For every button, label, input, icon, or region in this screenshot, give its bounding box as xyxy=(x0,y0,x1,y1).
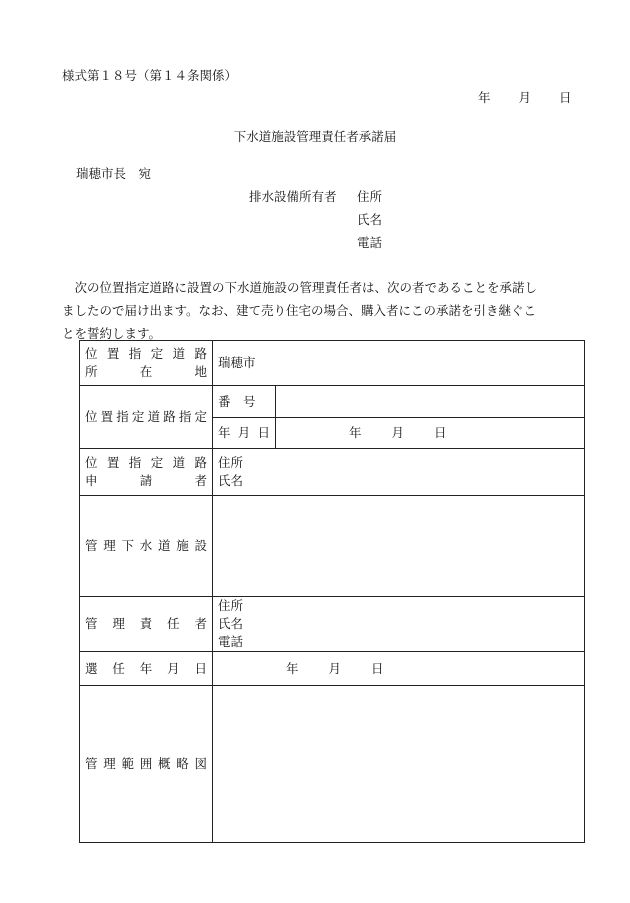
location-label-cell xyxy=(80,341,213,386)
appointment-month: 月 xyxy=(328,660,342,676)
form-table xyxy=(79,340,585,843)
map-label: 管理範囲概略図 xyxy=(85,756,207,771)
applicant-address-label: 住所 xyxy=(218,455,244,470)
date-label: 年月日 xyxy=(218,425,270,440)
number-value-cell[interactable] xyxy=(276,386,585,418)
table-row xyxy=(80,652,585,686)
form-number: 様式第１８号（第１４条関係） xyxy=(62,68,238,83)
designation-label-cell xyxy=(80,386,213,449)
location-label-line1: 位置指定道路 xyxy=(85,346,207,361)
addressee: 瑞穂市長 宛 xyxy=(76,166,152,181)
number-label: 番 号 xyxy=(218,393,256,409)
declaration-text xyxy=(62,276,587,345)
facility-value-cell[interactable] xyxy=(213,496,585,597)
designation-date-cell[interactable] xyxy=(276,418,585,449)
applicant-label-line1: 位置指定道路 xyxy=(85,455,207,470)
applicant-label-cell xyxy=(80,449,213,496)
table-row xyxy=(80,686,585,843)
facility-label-cell xyxy=(80,496,213,597)
document-title: 下水道施設管理責任者承諾届 xyxy=(233,129,397,144)
applicant-value-cell[interactable] xyxy=(213,449,585,496)
manager-name-label: 氏名 xyxy=(218,616,244,631)
date-day-label: 日 xyxy=(559,90,572,105)
designation-label: 位置指定道路指定 xyxy=(85,409,207,424)
applicant-name-label: 氏名 xyxy=(218,473,244,488)
table-row xyxy=(80,386,585,418)
manager-label-cell xyxy=(80,597,213,652)
location-value-cell[interactable] xyxy=(213,341,585,386)
declaration-line: とを誓約します。 xyxy=(62,326,162,341)
manager-phone-label: 電話 xyxy=(218,634,244,649)
designation-month: 月 xyxy=(391,425,405,440)
applicant-label-line2: 申請者 xyxy=(85,473,207,488)
owner-label: 排水設備所有者 xyxy=(249,189,337,204)
table-row xyxy=(80,449,585,496)
owner-phone-label: 電話 xyxy=(357,235,383,250)
map-value-cell[interactable] xyxy=(213,686,585,843)
number-label-cell xyxy=(213,386,276,418)
location-value: 瑞穂市 xyxy=(218,355,256,370)
submission-date xyxy=(478,88,572,106)
date-label-cell xyxy=(213,418,276,449)
appointment-date-cell[interactable] xyxy=(213,652,585,686)
declaration-line: 次の位置指定道路に設置の下水道施設の管理責任者は、次の者であることを承諾し xyxy=(62,280,538,295)
map-label-cell xyxy=(80,686,213,843)
appointment-year: 年 xyxy=(286,660,299,676)
manager-value-cell[interactable] xyxy=(213,597,585,652)
appointment-label: 選任年月日 xyxy=(85,660,207,676)
table-row xyxy=(80,496,585,597)
designation-day: 日 xyxy=(434,425,447,440)
table-row xyxy=(80,597,585,652)
owner-name-label: 氏名 xyxy=(357,212,383,227)
declaration-line: ましたので届け出ます。なお、建て売り住宅の場合、購入者にこの承諾を引き継ぐこ xyxy=(62,303,537,318)
location-label-line2: 所在地 xyxy=(85,364,207,379)
manager-address-label: 住所 xyxy=(218,598,244,613)
appointment-day: 日 xyxy=(371,660,384,676)
facility-label: 管理下水道施設 xyxy=(85,538,207,553)
appointment-label-cell xyxy=(80,652,213,686)
table-row xyxy=(80,341,585,386)
owner-address-label: 住所 xyxy=(357,189,383,204)
date-year-label: 年 xyxy=(478,90,491,105)
manager-label: 管理責任者 xyxy=(85,616,207,631)
date-month-label: 月 xyxy=(518,90,532,105)
designation-year: 年 xyxy=(349,425,362,440)
